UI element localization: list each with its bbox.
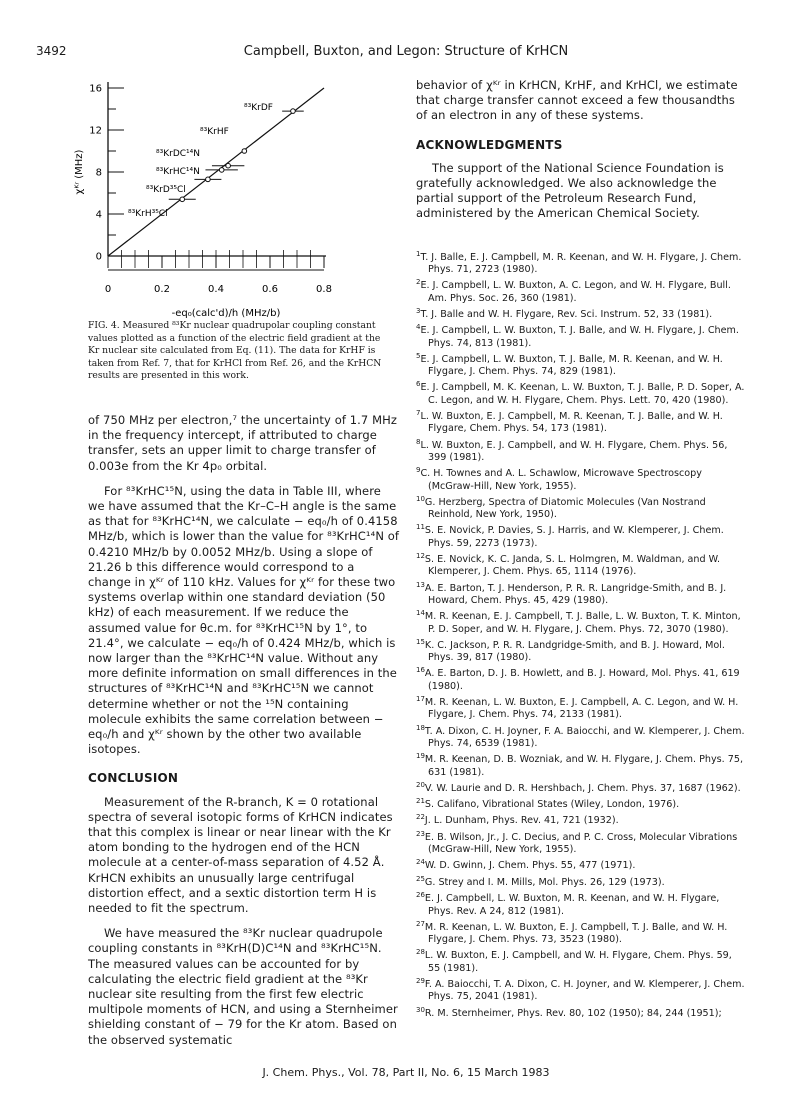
paragraph: The support of the National Science Foundation is gratefully acknowledged. We also acknowledge the partial support of the Petroleum Research Fund, administered by the American Chemical Society. (416, 160, 724, 221)
data-point (226, 163, 231, 168)
reference-number: 17 (416, 694, 425, 703)
reference-text: S. E. Novick, P. Davies, S. J. Harris, and W. Klemperer, J. Chem. Phys. 59, 2273 (1973). (424, 525, 724, 549)
reference-number: 1 (416, 249, 421, 258)
reference-item (416, 750, 746, 779)
paragraph: behavior of χᴷʳ in KrHCN, KrHF, and KrHCl, we estimate that charge transfer cannot exceed a few thousandths of an electron in any of these systems. (416, 78, 738, 123)
paragraph: Measurement of the R-branch, K = 0 rotational spectra of several isotopic forms of KrHCN indicates that this complex is linear or near linear with the Kr atom bonding to the hydrogen end of the HCN molecule at a center-of-mass separation of 4.52 Å. KrHCN exhibits an unusually large centrifugal distortion effect, and a sextic distortion term H is needed to fit the spectrum. (88, 794, 393, 916)
reference-item (416, 795, 746, 811)
reference-item (416, 248, 746, 277)
reference-text: E. J. Campbell, L. W. Buxton, M. R. Keenan, and W. H. Flygare, Phys. Rev. A 24, 812 (1981). (424, 893, 720, 917)
point-label: ⁸³KrHF (200, 127, 229, 137)
reference-item (416, 378, 746, 407)
reference-text: T. J. Balle and W. H. Flygare, Rev. Sci. Instrum. 52, 33 (1981). (420, 309, 713, 320)
reference-number: 15 (416, 637, 425, 646)
reference-item (416, 856, 746, 872)
reference-text: G. Strey and I. M. Mills, Mol. Phys. 26, 129 (1973). (424, 877, 665, 889)
right-column (416, 78, 746, 1020)
data-point (219, 168, 224, 173)
y-tick-label: 8 (95, 167, 102, 179)
reference-text: T. A. Dixon, C. H. Joyner, F. A. Baiocchi, and W. Klemperer, J. Chem. Phys. 74, 6539 (1981). (424, 725, 745, 749)
reference-item (416, 607, 746, 636)
reference-number: 8 (416, 437, 421, 446)
reference-number: 30 (416, 1005, 425, 1014)
reference-number: 24 (416, 858, 425, 867)
y-tick-label: 0 (95, 251, 102, 263)
reference-text: K. C. Jackson, P. R. R. Landgridge-Smith, and B. J. Howard, Mol. Phys. 39, 817 (1980). (424, 639, 725, 664)
reference-number: 20 (416, 780, 425, 789)
reference-text: E. J. Campbell, L. W. Buxton, T. J. Balle, M. R. Keenan, and W. H. Flygare, J. Chem. Phys. 74, 829 (1981). (420, 353, 723, 378)
reference-text: M. R. Keenan, L. W. Buxton, E. J. Campbell, T. J. Balle, and W. H. Flygare, J. Chem. Phys. 73, 3523 (1980). (424, 922, 728, 946)
point-label: ⁸³KrD³⁵Cl (146, 185, 186, 195)
reference-item (416, 321, 746, 350)
x-tick-label: 0.4 (208, 284, 224, 295)
reference-item (416, 636, 746, 665)
reference-item (416, 276, 746, 305)
reference-item (416, 464, 746, 493)
reference-text: S. Califano, Vibrational States (Wiley, London, 1976). (424, 799, 680, 811)
reference-text: A. E. Barton, D. J. B. Howlett, and B. J. Howard, Mol. Phys. 41, 619 (1980). (424, 668, 740, 692)
reference-number: 26 (416, 891, 425, 900)
reference-number: 6 (416, 380, 421, 389)
reference-item (416, 493, 746, 522)
reference-number: 16 (416, 666, 425, 675)
reference-text: J. L. Dunham, Phys. Rev. 41, 721 (1932). (424, 815, 619, 827)
figure-4 (74, 70, 400, 319)
reference-text: A. E. Barton, T. J. Henderson, P. R. R. Langridge-Smith, and B. J. Howard, Chem. Phys. 45, 429 (1980). (424, 582, 727, 606)
data-point (242, 149, 247, 154)
x-tick-label: 0.8 (316, 284, 332, 295)
reference-text: M. R. Keenan, L. W. Buxton, E. J. Campbell, A. C. Legon, and W. H. Flygare, J. Chem. Phys. 74, 2133 (1981). (424, 697, 739, 721)
reference-item (416, 828, 746, 857)
x-tick-label: 0.6 (262, 284, 278, 295)
reference-item (416, 350, 746, 379)
reference-number: 9 (416, 466, 421, 475)
reference-number: 11 (416, 523, 425, 532)
page-number: 3492 (36, 44, 67, 58)
acknowledgments-heading: ACKNOWLEDGMENTS (416, 137, 563, 152)
reference-number: 4 (416, 323, 421, 332)
page-header (36, 44, 776, 62)
reference-item (416, 664, 746, 693)
page-footer: J. Chem. Phys., Vol. 78, Part II, No. 6, 15 March 1983 (262, 1066, 550, 1079)
kr-coupling-chart (74, 70, 400, 320)
reference-number: 19 (416, 752, 425, 761)
reference-text: E. B. Wilson, Jr., J. C. Decius, and P. C. Cross, Molecular Vibrations (McGraw-Hill, New York, 1955). (424, 832, 738, 856)
reference-item (416, 779, 746, 795)
reference-item (416, 811, 746, 827)
data-point (180, 197, 185, 202)
reference-text: S. E. Novick, K. C. Janda, S. L. Holmgren, M. Waldman, and W. Klemperer, J. Chem. Phys. 65, 1114 (1976). (424, 554, 721, 578)
reference-item (416, 436, 746, 465)
reference-text: L. W. Buxton, E. J. Campbell, and W. H. Flygare, Chem. Phys. 56, 399 (1981). (420, 439, 728, 463)
reference-text: E. J. Campbell, L. W. Buxton, A. C. Legon, and W. H. Flygare, Bull. Am. Phys. Soc. 26, 360 (1981). (420, 280, 731, 304)
reference-text: F. A. Baiocchi, T. A. Dixon, C. H. Joyner, and W. Klemperer, J. Chem. Phys. 75, 2041 (1981). (424, 979, 745, 1003)
reference-number: 5 (416, 351, 421, 360)
data-point (206, 177, 211, 182)
y-tick-label: 16 (89, 83, 102, 95)
reference-item (416, 946, 746, 975)
reference-text: M. R. Keenan, D. B. Wozniak, and W. H. Flygare, J. Chem. Phys. 75, 631 (1981). (424, 754, 743, 778)
reference-text: L. W. Buxton, E. J. Campbell, and W. H. Flygare, Chem. Phys. 59, 55 (1981). (424, 950, 732, 974)
reference-text: M. R. Keenan, E. J. Campbell, T. J. Balle, L. W. Buxton, T. K. Minton, P. D. Soper, and W. H. Flygare, J. Chem. Phys. 72, 3070 (1980). (424, 611, 741, 635)
reference-item (416, 889, 746, 918)
reference-item (416, 305, 746, 321)
reference-number: 10 (416, 494, 425, 503)
paragraph: We have measured the ⁸³Kr nuclear quadrupole coupling constants in ⁸³KrH(D)C¹⁴N and ⁸³KrHC¹⁵N. The measured values can be accounted for by calculating the electric field gradient at the ⁸³Kr nuclear site resulting from the first few electric multipole moments of HCN, and using a Sternheimer shielding constant of − 79 for the Kr atom. Based on the observed systematic (88, 926, 398, 1047)
data-point (291, 109, 296, 114)
reference-number: 28 (416, 948, 425, 957)
reference-item (416, 550, 746, 579)
point-label: ⁸³KrHC¹⁴N (156, 167, 200, 177)
reference-item (416, 579, 746, 608)
reference-item (416, 722, 746, 751)
reference-text: R. M. Sternheimer, Phys. Rev. 80, 102 (1950); 84, 244 (1951); (424, 1007, 722, 1019)
y-axis-label: χᴷʳ (MHz) (74, 149, 85, 195)
x-tick-label: 0 (104, 284, 112, 295)
y-tick-label: 12 (89, 125, 102, 137)
left-body-text (88, 413, 400, 1048)
point-label: ⁸³KrH³⁵Cl (128, 209, 168, 219)
reference-number: 25 (416, 874, 425, 883)
conclusion-heading: CONCLUSION (88, 771, 179, 786)
reference-item (416, 1004, 746, 1020)
reference-number: 13 (416, 580, 425, 589)
reference-number: 7 (416, 408, 421, 417)
reference-text: G. Herzberg, Spectra of Diatomic Molecules (Van Nostrand Reinhold, New York, 1950). (424, 496, 706, 521)
references-list (416, 248, 746, 1020)
running-title: Campbell, Buxton, and Legon: Structure of KrHCN (243, 44, 569, 59)
reference-number: 21 (416, 797, 425, 806)
reference-number: 27 (416, 919, 425, 928)
reference-item (416, 873, 746, 889)
reference-number: 3 (416, 306, 421, 315)
reference-text: L. W. Buxton, E. J. Campbell, M. R. Keenan, T. J. Balle, and W. H. Flygare, Chem. Phys. 54, 173 (1981). (420, 411, 723, 435)
reference-item (416, 975, 746, 1004)
reference-number: 12 (416, 551, 425, 560)
reference-number: 29 (416, 977, 425, 986)
x-axis-label: -eq₀(calc'd)/h (MHz/b) (171, 308, 281, 319)
reference-text: T. J. Balle, E. J. Campbell, M. R. Keenan, and W. H. Flygare, J. Chem. Phys. 71, 2723 (1980). (420, 251, 742, 276)
reference-text: C. H. Townes and A. L. Schawlow, Microwave Spectroscopy (McGraw-Hill, New York, 1955). (420, 468, 702, 492)
reference-number: 18 (416, 723, 425, 732)
reference-number: 2 (416, 278, 421, 287)
reference-number: 14 (416, 609, 425, 618)
reference-text: E. J. Campbell, M. K. Keenan, L. W. Buxton, T. J. Balle, P. D. Soper, A. C. Legon, and W. H. Flygare, Chem. Phys. Lett. 70, 420 (1980). (420, 382, 745, 406)
reference-text: E. J. Campbell, L. W. Buxton, T. J. Balle, and W. H. Flygare, J. Chem. Phys. 74, 813 (1981). (420, 325, 739, 349)
reference-item (416, 521, 746, 550)
reference-item (416, 918, 746, 947)
reference-text: W. D. Gwinn, J. Chem. Phys. 55, 477 (1971). (424, 860, 636, 872)
point-label: ⁸³KrDC¹⁴N (156, 149, 200, 159)
paragraph: of 750 MHz per electron,⁷ the uncertainty of 1.7 MHz in the frequency intercept, if attributed to charge transfer, sets an upper limit to charge transfer of 0.003e from the Kr 4p₀ orbital. (88, 412, 397, 473)
point-label: ⁸³KrDF (244, 103, 273, 113)
reference-number: 23 (416, 829, 425, 838)
right-body-text (416, 78, 746, 222)
paragraph: For ⁸³KrHC¹⁵N, using the data in Table III, where we have assumed that the Kr–C–H angle is the same as that for ⁸³KrHC¹⁴N, we calculate − eq₀/h of 0.4158 MHz/b, which is lower than the value for ⁸³KrHC¹⁴N of 0.4210 MHz/b by 0.0052 MHz/b. Using a slope of 21.26 b this difference would correspond to a change in χᴷʳ of 110 kHz. Values for χᴷʳ for these two systems overlap within one standard deviation (50 kHz) of each measurement. If we reduce the assumed value for θc.m. for ⁸³KrHC¹⁵N by 1°, to 21.4°, we calculate − eq₀/h of 0.424 MHz/b, which is now larger than the ⁸³KrHC¹⁴N value. Without any more definite information on small differences in the structures of ⁸³KrHC¹⁴N and ⁸³KrHC¹⁵N we cannot determine whether or not the ¹⁵N containing molecule exhibits the same correlation between − eq₀/h and χᴷʳ shown by the other two available isotopes. (88, 483, 400, 757)
left-column (74, 70, 400, 1058)
reference-item (416, 693, 746, 722)
reference-number: 22 (416, 813, 425, 822)
reference-item (416, 407, 746, 436)
x-tick-label: 0.2 (154, 284, 170, 295)
figure-caption: FIG. 4. Measured ⁸³Kr nuclear quadrupolar coupling constant values plotted as a function of the electric field gradient at the Kr nuclear site calculated from Eq. (11). The data for KrHF is taken from Ref. 7, that for KrHCl from Ref. 26, and the KrHCN results are presented in this work. (88, 320, 382, 382)
y-tick-label: 4 (95, 209, 102, 221)
reference-text: V. W. Laurie and D. R. Hershbach, J. Chem. Phys. 37, 1687 (1962). (424, 782, 741, 794)
